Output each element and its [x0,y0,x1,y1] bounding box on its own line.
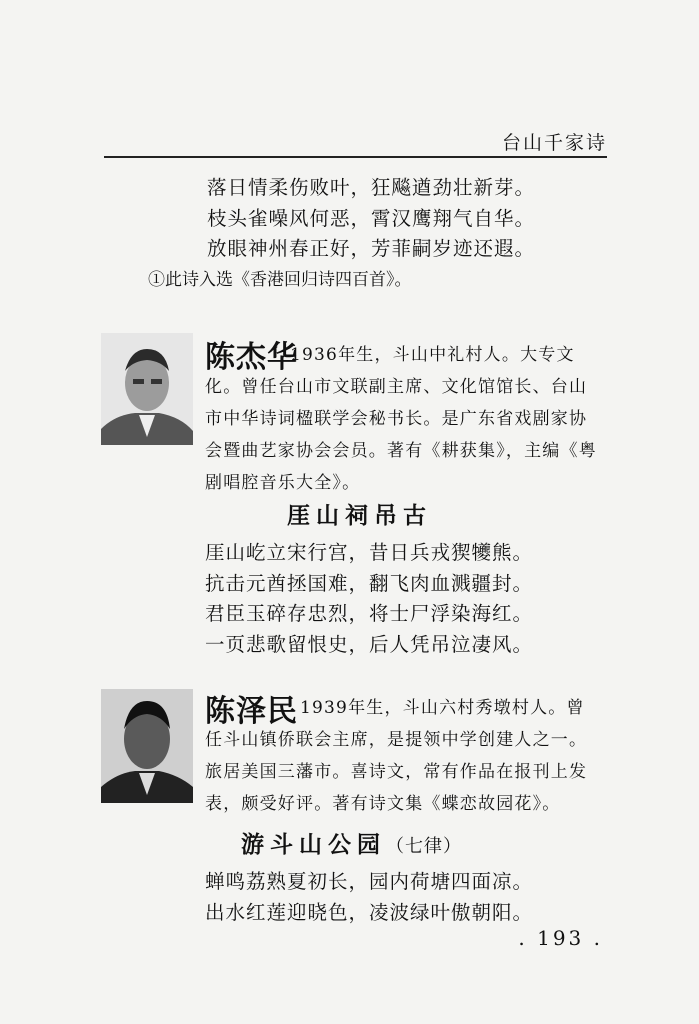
poet-bio: 1936年生，斗山中礼村人。大专文化。曾任台山市文联副主席、文化馆馆长、台山市中华诗词楹联学会秘书长。是广东省戏剧家协会暨曲艺家协会会员。著有《耕获集》，主编《粤剧唱腔音乐大全》。 [205,345,597,493]
footnote: ①此诗入选《香港回归诗四百首》。 [148,270,412,290]
poem-line: 蝉鸣荔熟夏初长，园内荷塘四面凉。 [205,870,534,893]
poem-title [241,826,462,859]
poem-title-text: 游斗山公园 [241,831,386,858]
poem-line: 抗击元酋拯国难，翻飞肉血溅疆封。 [205,572,534,595]
poem-line: 枝头雀噪风何恶，霄汉鹰翔气自华。 [207,207,536,230]
author-photo-chen-jiehua [101,333,193,445]
poet-bio: 1939年生，斗山六村秀墩村人。曾任斗山镇侨联会主席，是提领中学创建人之一。旅居美国三藩市。喜诗文，常有作品在报刊上发表，颇受好评。著有诗文集《蝶恋故园花》。 [205,698,588,814]
poem-title: 厓山祠吊古 [287,502,432,529]
running-header: 台山千家诗 [501,132,607,154]
poem-line: 出水红莲迎晓色，凌波绿叶傲朝阳。 [205,901,534,924]
poem-line: 厓山屹立宋行宫，昔日兵戎猰犪熊。 [205,541,534,564]
poem-line: 君臣玉碎存忠烈，将士尸浮染海红。 [205,602,534,625]
author-photo-chen-zemin [101,689,193,803]
poem-subtitle: （七律） [386,836,462,857]
poem-line: 一页悲歌留恨史，后人凭吊泣凄风。 [205,633,534,656]
poem-line: 放眼神州春正好，芳菲嗣岁迹还遐。 [207,237,536,260]
poet-name: 陈杰华 [205,340,298,375]
poem-line: 落日情柔伤败叶，狂飚遒劲壮新芽。 [207,176,536,199]
poet-name: 陈泽民 [205,694,298,729]
page-number: . 193 . [518,926,603,950]
header-rule [104,156,607,158]
